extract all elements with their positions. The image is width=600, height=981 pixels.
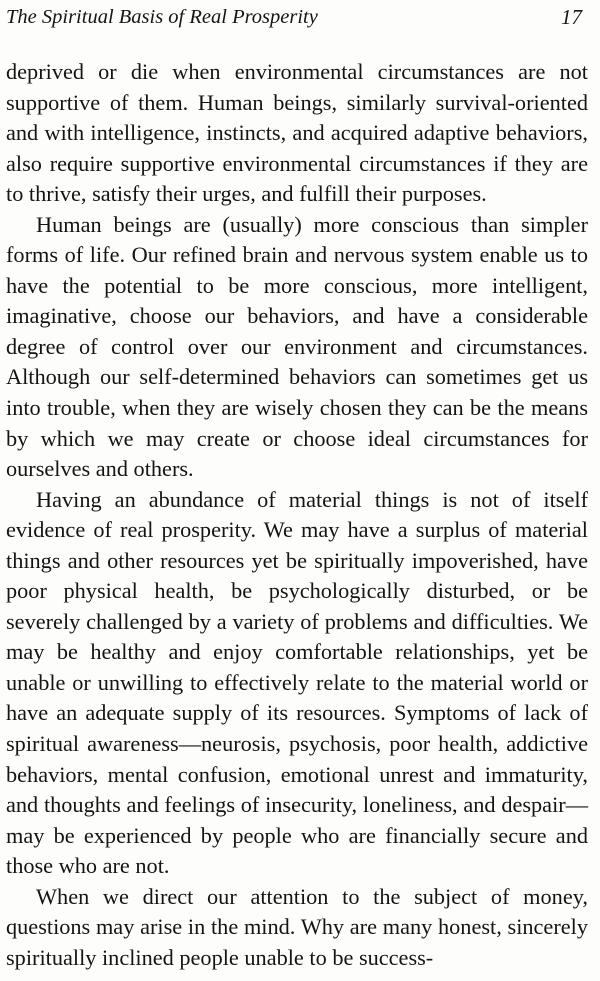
paragraph: When we direct our attention to the subject of money, questions may arise in the mind. Why are many honest, sincerely spiritually inclined people unable to be success- xyxy=(6,883,588,970)
paragraph: Having an abundance of material things is not of itself evidence of real prosperity. We may have a surplus of material things and other resources yet be spiritually impoverished, have poor physical health, be psychologically disturbed, or be severely challenged by a variety of problems and difficulties. We may be healthy and enjoy comfortable relationships, yet be unable or unwilling to effectively relate to the material world or have an adequate supply of its resources. Symptoms of lack of spiritual awareness—neurosis, psychosis, poor health, addictive behaviors, mental confusion, emotional unrest and immaturity, and thoughts and feelings of insecurity, loneliness, and despair—may be experienced by people who are financially secure and those who are not. xyxy=(6,486,588,879)
body-text xyxy=(6,57,588,973)
paragraph: Human beings are (usually) more conscious than simpler forms of life. Our refined brain and nervous system enable us to have the potential to be more conscious, more intelligent, imaginative, choose our behaviors, and have a considerable degree of control over our environment and circumstances. Although our self-determined behaviors can sometimes get us into trouble, when they are wisely chosen they can be the means by which we may create or choose ideal circumstances for ourselves and others. xyxy=(6,211,588,482)
paragraph-continued: deprived or die when environmental circumstances are not supportive of them. Human beings, similarly survival-oriented and with intelligence, instincts, and acquired adaptive behaviors, also require supportive environmental circumstances if they are to thrive, satisfy their urges, and fulfill their purposes. xyxy=(6,59,588,207)
running-head-title: The Spiritual Basis of Real Prosperity xyxy=(6,6,318,28)
page-number: 17 xyxy=(561,5,582,29)
running-head xyxy=(6,2,582,32)
